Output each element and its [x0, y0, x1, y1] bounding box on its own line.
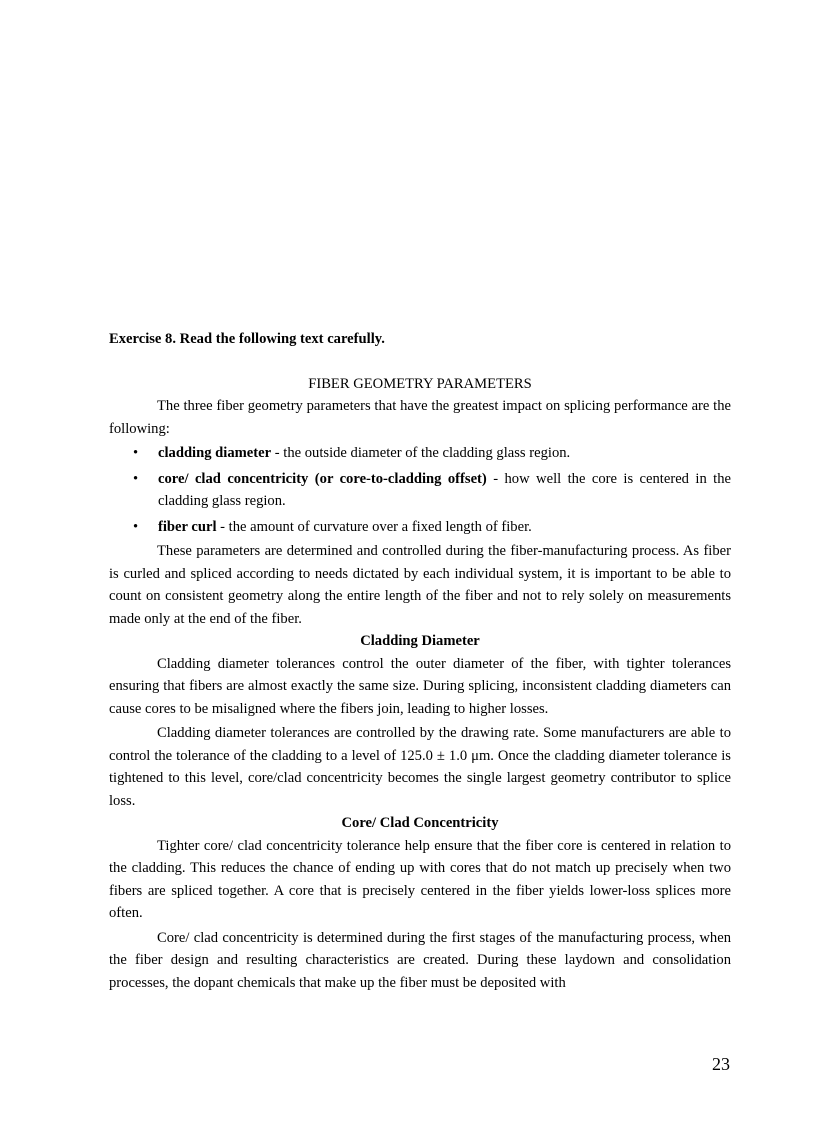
paragraph: These parameters are determined and controlled during the fiber-manufacturing process. As fiber is curled and spliced according to needs dictated by each individual system, it is important to be able to count on consistent geometry along the entire length of the fiber and not to rely solely on measurements made only at the end of the fiber. — [109, 543, 731, 627]
list-item — [109, 468, 731, 513]
paragraph: Tighter core/ clad concentricity tolerance help ensure that the fiber core is centered in relation to the cladding. This reduces the chance of ending up with cores that do not match up precisely when two fibers are spliced together. A core that is precisely centered in the fiber yields lower-loss splices more often. — [109, 837, 731, 921]
section-heading-cladding: Cladding Diameter — [360, 633, 480, 649]
list-item — [109, 442, 731, 465]
list-item-text: - the amount of curvature over a fixed length of fiber. — [216, 518, 532, 535]
section-heading-concentricity: Core/ Clad Concentricity — [341, 815, 499, 831]
parameter-list — [109, 442, 731, 538]
exercise-heading: Exercise 8. Read the following text carefully. — [109, 331, 385, 347]
bullet-icon: • — [133, 518, 139, 535]
intro-paragraph: The three fiber geometry parameters that have the greatest impact on splicing performance are the following: — [109, 398, 731, 437]
list-item-term: core/ clad concentricity (or core-to-cladding offset) — [158, 470, 487, 487]
page-body — [109, 328, 731, 994]
bullet-icon: • — [133, 445, 139, 461]
bullet-icon: • — [133, 470, 139, 487]
list-item-text: - how well the core is centered in the cladding glass region. — [158, 470, 731, 509]
list-item — [109, 516, 731, 539]
document-title: FIBER GEOMETRY PARAMETERS — [308, 375, 532, 392]
paragraph: Core/ clad concentricity is determined during the first stages of the manufacturing process, when the fiber design and resulting characteristics are created. During these laydown and consolidation processes, the dopant chemicals that make up the fiber must be deposited with — [109, 929, 731, 991]
list-item-text: - the outside diameter of the cladding glass region. — [271, 445, 571, 461]
page-number: 23 — [712, 1054, 730, 1074]
list-item-term: cladding diameter — [158, 445, 272, 461]
list-item-term: fiber curl — [158, 518, 217, 535]
paragraph: Cladding diameter tolerances control the outer diameter of the fiber, with tighter tolerances ensuring that fibers are almost exactly the same size. During splicing, inconsistent cladding diameters can cause cores to be misaligned where the fibers join, leading to higher losses. — [109, 655, 731, 717]
paragraph: Cladding diameter tolerances are controlled by the drawing rate. Some manufacturers are able to control the tolerance of the cladding to a level of 125.0 ± 1.0 μm. Once the cladding diameter tolerance is tightened to this level, core/clad concentricity becomes the single largest geometry contributor to splice loss. — [109, 725, 731, 809]
